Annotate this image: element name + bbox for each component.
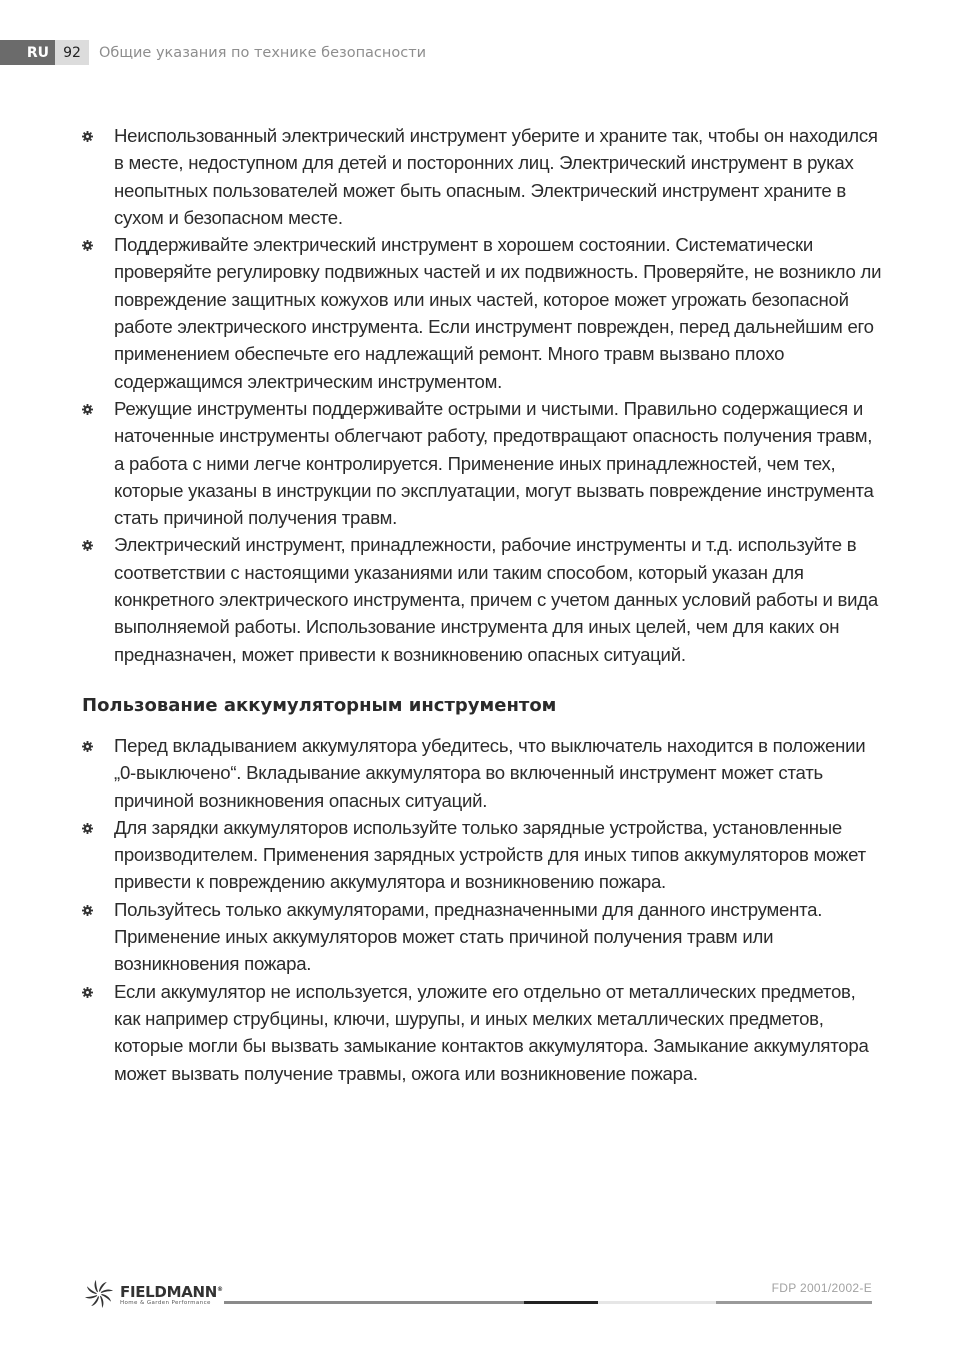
list-item: Неиспользованный электрический инструмент уберите и храните так, чтобы он находился в месте, недоступном для детей и посторонних лиц. Электрический инструмент в руках неопытных пользователей может быть опасным. Электрический инструмент храните в сухом и безопасном месте. bbox=[82, 122, 882, 231]
gear-bullet-icon bbox=[82, 987, 93, 998]
footer-rule-light bbox=[598, 1301, 716, 1304]
gear-bullet-icon bbox=[82, 741, 93, 752]
safety-list-general bbox=[82, 122, 882, 668]
fan-logo-icon bbox=[82, 1279, 116, 1309]
safety-list-battery bbox=[82, 732, 882, 1087]
gear-bullet-icon bbox=[82, 404, 93, 415]
section-heading: Пользование аккумуляторным инструментом bbox=[82, 694, 557, 716]
model-number: FDP 2001/2002-E bbox=[771, 1281, 872, 1295]
list-item: Перед вкладыванием аккумулятора убедитесь, что выключатель находится в положении „0-выключено“. Вкладывание аккумулятора во включенный инструмент может стать причиной возникновения опасных ситуаций. bbox=[82, 732, 882, 814]
trademark: ® bbox=[217, 1285, 223, 1293]
page-footer bbox=[82, 1276, 872, 1316]
list-item: Пользуйтесь только аккумуляторами, предназначенными для данного инструмента. Применение иных аккумуляторов может стать причиной получения травм или возникновения пожара. bbox=[82, 896, 882, 978]
brand-name: FIELDMANN bbox=[120, 1282, 218, 1301]
language-badge: RU bbox=[0, 40, 55, 65]
footer-rule-mid bbox=[716, 1301, 872, 1304]
gear-bullet-icon bbox=[82, 540, 93, 551]
list-item: Электрический инструмент, принадлежности, рабочие инструменты и т.д. используйте в соответствии с настоящими указаниями или таким способом, который указан для конкретного электрического инструмента, причем с учетом данных условий работы и вида выполняемой работы. Использование инструмента для иных целей, чем для каких он предназначен, может привести к возникновению опасных ситуаций. bbox=[82, 531, 882, 667]
gear-bullet-icon bbox=[82, 131, 93, 142]
page-content bbox=[82, 122, 882, 1087]
footer-rule-dark bbox=[524, 1301, 598, 1304]
footer-rule-grey bbox=[224, 1301, 524, 1304]
gear-bullet-icon bbox=[82, 240, 93, 251]
brand-logo bbox=[82, 1279, 223, 1309]
list-item: Режущие инструменты поддерживайте острыми и чистыми. Правильно содержащиеся и наточенные инструменты облегчают работу, предотвращают опасность получения травм, а работа с ними легче контролируется. Применение иных принадлежностей, чем тех, которые указаны в инструкции по эксплуатации, могут вызвать повреждение инструмента стать причиной получения травм. bbox=[82, 395, 882, 531]
gear-bullet-icon bbox=[82, 905, 93, 916]
gear-bullet-icon bbox=[82, 823, 93, 834]
list-item: Поддерживайте электрический инструмент в хорошем состоянии. Систематически проверяйте регулировку подвижных частей и их подвижность. Проверяйте, не возникло ли повреждение защитных кожухов или иных частей, которое может угрожать безопасной работе электрического инструмента. Если инструмент поврежден, перед дальнейшим его применением обеспечьте его надлежащий ремонт. Много травм вызвано плохо содержащимся электрическим инструментом. bbox=[82, 231, 882, 395]
page-header bbox=[0, 40, 426, 65]
list-item: Если аккумулятор не используется, уложите его отдельно от металлических предметов, как например струбцины, ключи, шурупы, и иных мелких металлических предметов, которые могли бы вызвать замыкание контактов аккумулятора. Замыкание аккумулятора может вызвать получение травмы, ожога или возникновение пожара. bbox=[82, 978, 882, 1087]
brand-tagline: Home & Garden Performance bbox=[120, 1299, 211, 1306]
header-title: Общие указания по технике безопасности bbox=[99, 44, 427, 61]
list-item: Для зарядки аккумуляторов используйте только зарядные устройства, установленные производителем. Применения зарядных устройств для иных типов аккумуляторов может привести к повреждению аккумулятора и возникновению пожара. bbox=[82, 814, 882, 896]
page-number: 92 bbox=[55, 40, 89, 65]
